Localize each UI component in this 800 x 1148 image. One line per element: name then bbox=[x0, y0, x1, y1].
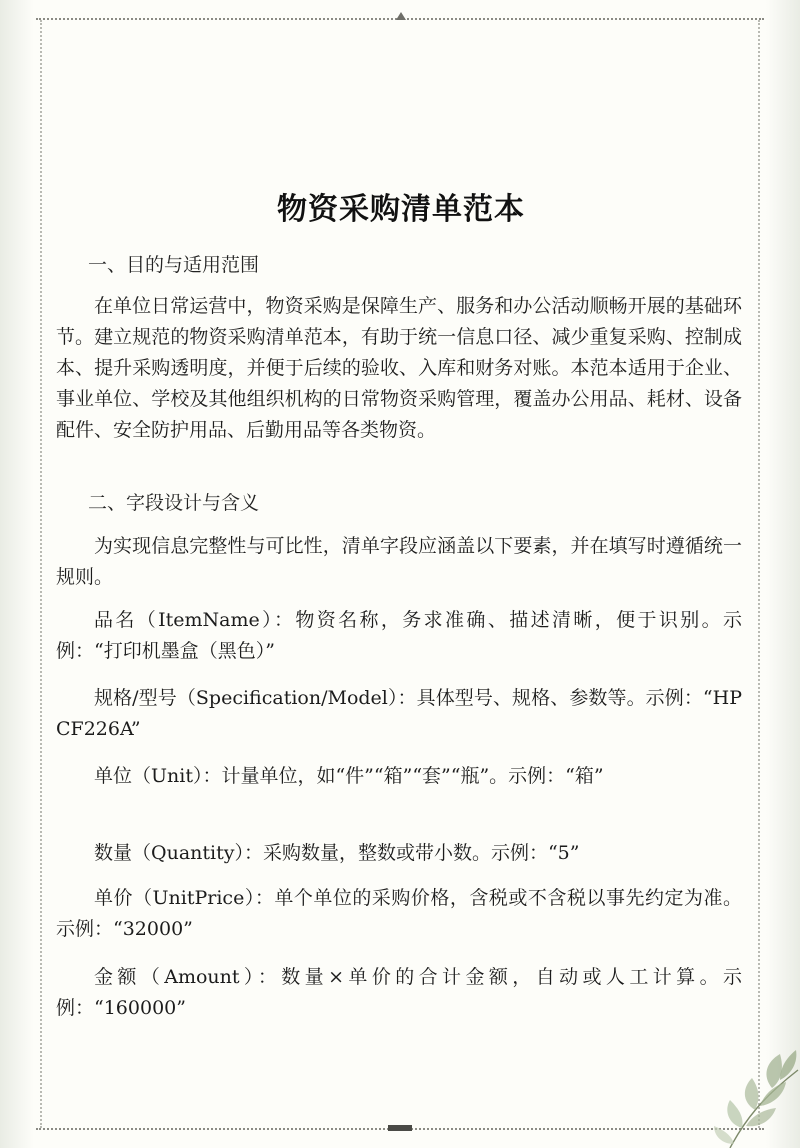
paragraph-field-itemname: 品名（ItemName）：物资名称，务求准确、描述清晰，便于识别。示例：“打印机墨盒（黑色）” bbox=[56, 609, 742, 662]
paragraph-field-quantity: 数量（Quantity）：采购数量，整数或带小数。示例：“5” bbox=[94, 842, 580, 864]
bottom-bar-ornament bbox=[388, 1125, 412, 1131]
leaf-decoration-icon bbox=[700, 1040, 800, 1148]
section-heading-purpose: 一、目的与适用范围 bbox=[88, 254, 260, 276]
document-title: 物资采购清单范本 bbox=[277, 192, 525, 227]
section-heading-fields: 二、字段设计与含义 bbox=[88, 492, 260, 514]
paragraph-fields-intro: 为实现信息完整性与可比性，清单字段应涵盖以下要素，并在填写时遵循统一规则。 bbox=[56, 535, 742, 588]
paragraph-field-unit: 单位（Unit）：计量单位，如“件”“箱”“套”“瓶”。示例：“箱” bbox=[94, 765, 604, 787]
paragraph-field-specification: 规格/型号（Specification/Model）：具体型号、规格、参数等。示例：“HP CF226A” bbox=[56, 687, 742, 740]
paragraph-purpose: 在单位日常运营中，物资采购是保障生产、服务和办公活动顺畅开展的基础环节。建立规范的物资采购清单范本，有助于统一信息口径、减少重复采购、控制成本、提升采购透明度，并便于后续的验收、入库和财务对账。本范本适用于企业、事业单位、学校及其他组织机构的日常物资采购管理，覆盖办公用品、耗材、设备配件、安全防护用品、后勤用品等各类物资。 bbox=[56, 295, 742, 441]
paragraph-field-unitprice: 单价（UnitPrice）：单个单位的采购价格，含税或不含税以事先约定为准。示例：“32000” bbox=[56, 887, 742, 940]
left-dotted-border bbox=[40, 20, 42, 1128]
top-triangle-ornament bbox=[396, 12, 406, 20]
right-dotted-border bbox=[758, 20, 760, 1128]
right-edge-shade bbox=[766, 0, 800, 1148]
left-edge-shade bbox=[0, 0, 34, 1148]
paragraph-field-amount: 金额（Amount）：数量×单价的合计金额，自动或人工计算。示例：“160000” bbox=[56, 966, 742, 1019]
